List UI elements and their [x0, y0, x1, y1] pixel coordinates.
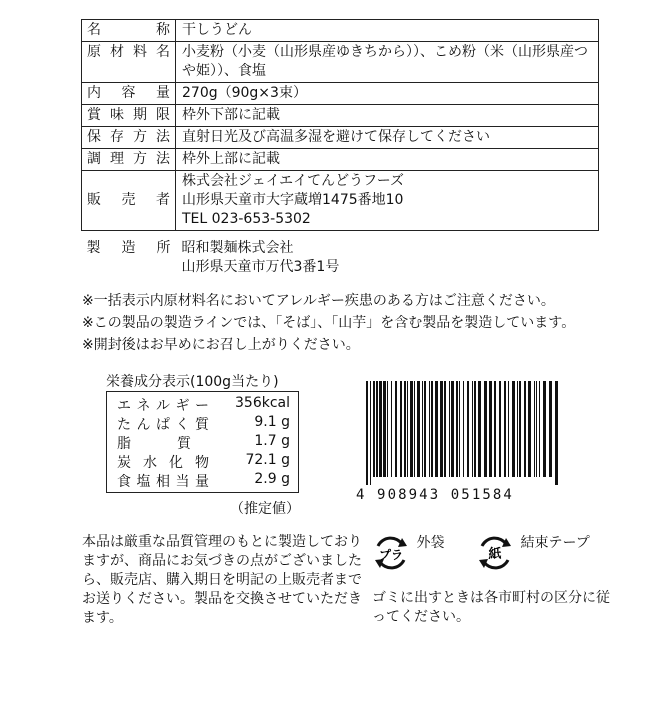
nutrition-name: エネルギー	[117, 398, 209, 414]
nutrition-value: 9.1 g	[254, 414, 290, 430]
barcode-bar	[417, 381, 420, 477]
barcode-bar	[508, 381, 509, 477]
barcode-bar	[524, 381, 526, 477]
barcode-bar	[373, 381, 375, 477]
paper-recycle-mark	[476, 536, 590, 570]
barcode	[366, 381, 559, 485]
barcode-bar	[474, 381, 476, 477]
nutrition-value: 1.7 g	[254, 433, 290, 449]
barcode-bar	[435, 381, 438, 477]
manufacturer-company: 昭和製麺株式会社	[181, 240, 294, 256]
barcode-bar	[444, 381, 446, 477]
nutrition-note: （推定値）	[230, 501, 300, 517]
row-seller	[82, 171, 599, 231]
barcode-bar	[517, 381, 518, 477]
nutrition-name: たんぱく質	[117, 417, 209, 433]
barcode-bar	[370, 381, 371, 485]
paper-mark-text: 紙	[488, 547, 502, 562]
nutrition-row	[117, 414, 290, 434]
row-cooking	[82, 149, 599, 171]
key-seller: 販売者	[82, 171, 176, 231]
row-manufacturer	[82, 231, 599, 279]
barcode-bar	[391, 381, 392, 477]
label-table	[81, 19, 599, 278]
key-contents: 内容量	[82, 83, 176, 105]
barcode-bar	[395, 381, 397, 477]
barcode-bar	[424, 381, 426, 477]
key-storage: 保存方法	[82, 127, 176, 149]
barcode-bar	[534, 381, 535, 477]
key-cooking: 調理方法	[82, 149, 176, 171]
barcode-bar	[404, 381, 406, 477]
row-name	[82, 20, 599, 42]
row-ingredients	[82, 42, 599, 83]
nutrition-title: 栄養成分表示(100g当たり)	[106, 374, 279, 390]
nutrition-row	[117, 471, 290, 491]
nutrition-row	[117, 433, 290, 453]
barcode-bar	[478, 381, 481, 477]
barcode-bar	[379, 381, 382, 477]
plastic-recycle-mark	[372, 536, 444, 570]
barcode-bar	[456, 381, 458, 477]
barcode-bar	[499, 381, 501, 477]
value-name: 干しうどん	[176, 20, 599, 42]
nutrition-name: 脂質	[117, 436, 191, 452]
barcode-bar	[472, 381, 473, 477]
barcode-bar	[366, 381, 368, 485]
value-contents: 270g（90g×3束）	[176, 83, 599, 105]
barcode-bar	[431, 381, 433, 477]
barcode-bar	[536, 381, 537, 477]
barcode-bar	[376, 381, 378, 477]
barcode-bar	[449, 381, 450, 477]
plastic-mark-text: プラ	[378, 548, 404, 562]
manufacturer-address: 山形県天童市万代3番1号	[181, 259, 340, 275]
barcode-bar	[512, 381, 515, 477]
barcode-bar	[467, 381, 469, 477]
barcode-bar	[463, 381, 464, 477]
paper-label: 結束テープ	[520, 535, 590, 551]
barcode-bar	[484, 381, 487, 477]
barcode-bar	[459, 381, 460, 477]
nutrition-row	[117, 452, 290, 472]
plastic-recycle-icon	[372, 536, 410, 570]
value-cooking: 枠外上部に記載	[176, 149, 599, 171]
barcode-bar	[383, 381, 386, 477]
value-seller	[176, 171, 599, 231]
barcode-bar	[549, 381, 552, 477]
barcode-bar	[451, 381, 454, 477]
barcode-bar	[489, 381, 492, 477]
value-ingredients: 小麦粉（小麦（山形県産ゆきちから））、こめ粉（米（山形県産つや姫））、食塩	[176, 42, 599, 83]
nutrition-value: 2.9 g	[254, 471, 290, 487]
nutrition-value: 72.1 g	[245, 452, 290, 468]
nutrition-name: 炭水化物	[117, 455, 209, 471]
barcode-bar	[519, 381, 521, 477]
quality-notice: 本品は厳重な品質管理のもとに製造しておりますが、商品にお気づきの点がございましたら、販売店、購入期日を明記の上販売者までお送りください。製品を交換させていただきます。	[82, 534, 362, 626]
barcode-bar	[494, 381, 496, 477]
nutrition-row	[117, 395, 290, 415]
notes	[82, 290, 575, 356]
barcode-bar	[400, 381, 402, 477]
nutrition-value: 356kcal	[235, 395, 290, 411]
barcode-bar	[555, 381, 558, 485]
value-manufacturer	[176, 231, 599, 279]
key-name: 名称	[82, 20, 176, 42]
row-storage	[82, 127, 599, 149]
nutrition-name: 食塩相当量	[117, 474, 209, 490]
seller-company: 株式会社ジェイエイてんどうフーズ	[182, 173, 405, 189]
seller-address: 山形県天童市大字蔵増1475番地10	[182, 192, 404, 208]
barcode-bar	[528, 381, 531, 477]
barcode-bar	[539, 381, 540, 477]
barcode-bar	[407, 381, 408, 477]
garbage-notice: ゴミに出すときは各市町村の区分に従ってください。	[372, 590, 610, 625]
barcode-bar	[440, 381, 443, 477]
key-manufacturer: 製造所	[86, 240, 171, 256]
barcode-bar	[429, 381, 430, 477]
nutrition-box	[106, 391, 299, 493]
plastic-label: 外袋	[416, 535, 445, 551]
barcode-bar	[504, 381, 506, 477]
note-production-line: ※この製品の製造ラインでは、「そば」、「山芋」を含む製品を製造しています。	[82, 315, 576, 331]
barcode-bar	[422, 381, 423, 477]
barcode-number: 4 908943 051584	[356, 487, 514, 503]
seller-tel: TEL 023-653-5302	[182, 211, 311, 227]
paper-recycle-icon	[476, 536, 514, 570]
value-storage: 直射日光及び高温多湿を避けて保存してください	[176, 127, 599, 149]
key-ingredients: 原材料名	[82, 42, 176, 83]
value-best-before: 枠外下部に記載	[176, 105, 599, 127]
note-after-opening: ※開封後はお早めにお召し上がりください。	[82, 337, 360, 353]
key-best-before: 賞味期限	[82, 105, 176, 127]
barcode-bar	[410, 381, 413, 477]
barcode-bar	[414, 381, 415, 477]
row-contents	[82, 83, 599, 105]
barcode-bar	[387, 381, 388, 477]
note-allergy: ※一括表示内原材料名においてアレルギー疾患のある方はご注意ください。	[82, 293, 555, 309]
barcode-bar	[543, 381, 546, 477]
row-best-before	[82, 105, 599, 127]
